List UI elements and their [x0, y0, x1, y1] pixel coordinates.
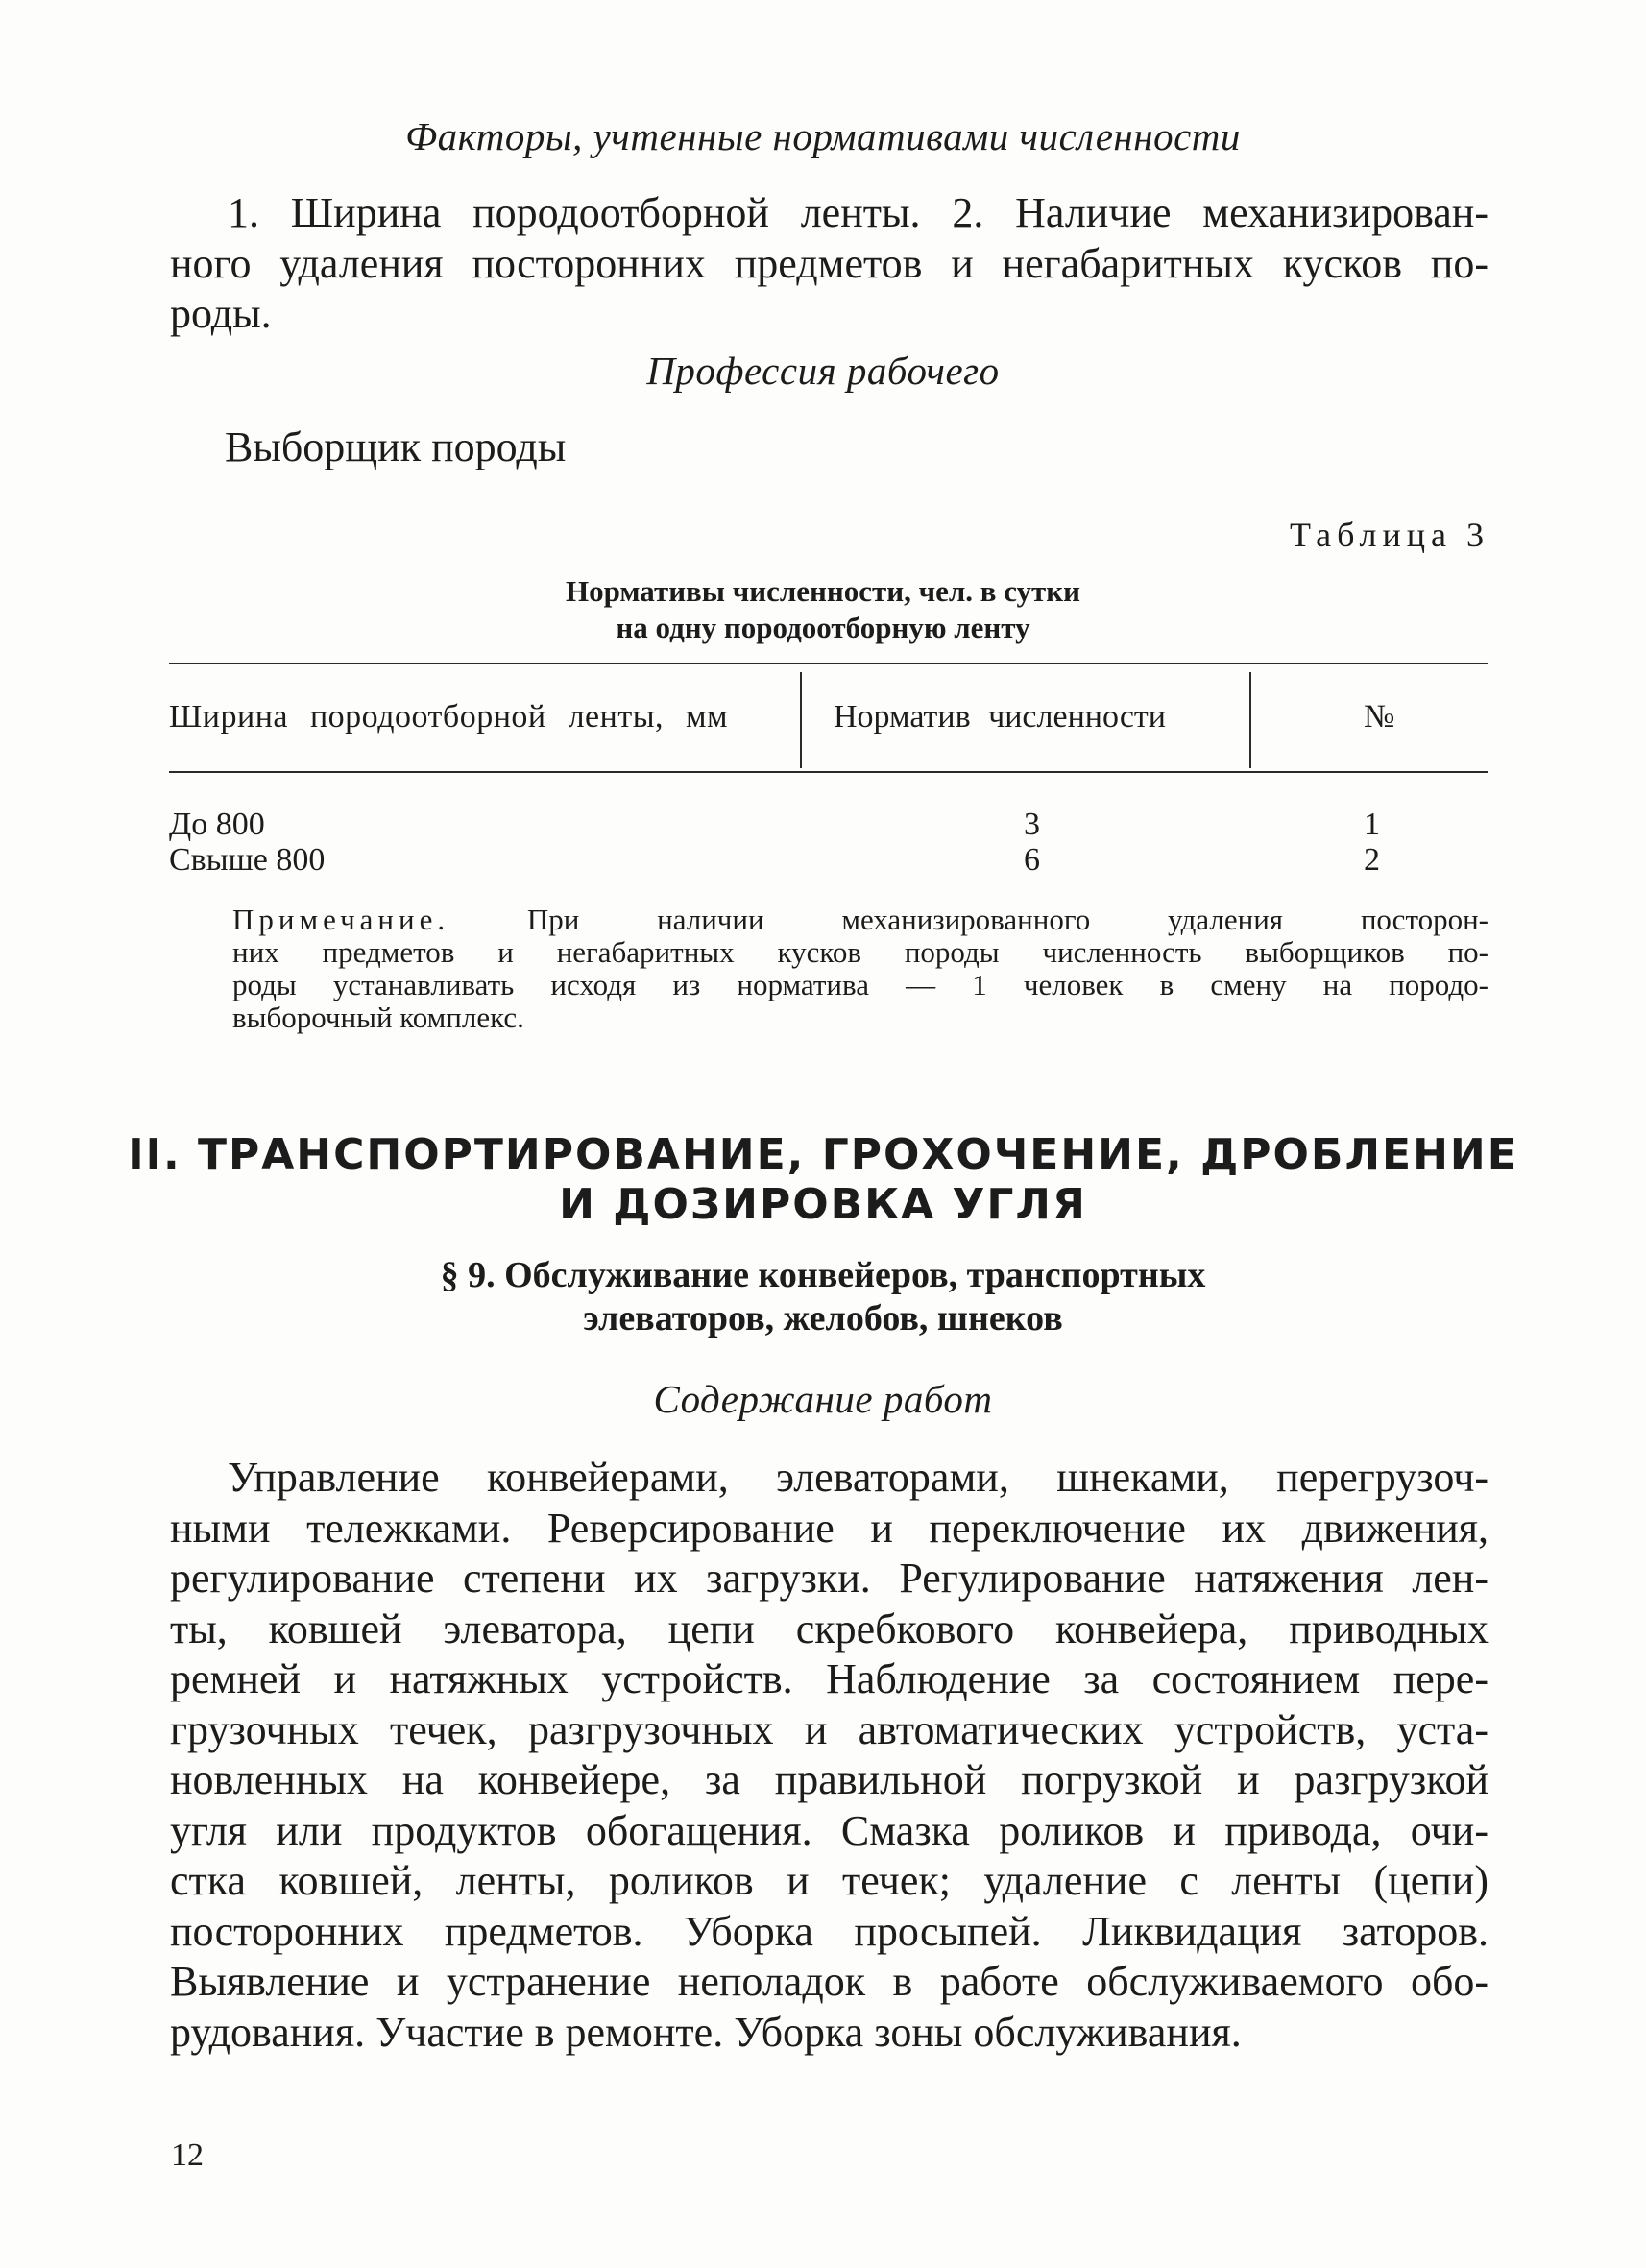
profession-heading: Профессия рабочего	[646, 349, 1000, 393]
table-title	[0, 573, 1646, 646]
content-line: Выявление и устранение неполадок в работе обслуживаемого обо-	[170, 1958, 1489, 2005]
table-col-divider	[800, 672, 802, 768]
content-line: ными тележками. Реверсирование и переключение их движения,	[170, 1504, 1489, 1552]
content-line: новленных на конвейере, за правильной погрузкой и разгрузкой	[170, 1756, 1489, 1803]
note-line: них предметов и негабаритных кусков породы численность выборщиков по-	[232, 935, 1489, 969]
section-line: элеваторов, желобов, шнеков	[583, 1298, 1063, 1339]
table-top-rule	[169, 663, 1488, 664]
section-heading	[0, 1254, 1646, 1340]
content-line: стка ковшей, ленты, роликов и течек; удаление с ленты (цепи)	[170, 1857, 1489, 1904]
table-note	[232, 904, 1489, 936]
factors-line: роды.	[170, 290, 272, 337]
section-line: § 9. Обслуживание конвейеров, транспортных	[440, 1255, 1206, 1295]
content-line: грузочных течек, разгрузочных и автоматических устройств, уста-	[170, 1705, 1489, 1753]
content-line: регулирование степени их загрузки. Регулирование натяжения лен-	[170, 1555, 1489, 1602]
note-line: При наличии механизированного удаления посторон-	[526, 903, 1489, 936]
profession-name: Выборщик породы	[225, 423, 567, 470]
chapter-line: II. ТРАНСПОРТИРОВАНИЕ, ГРОХОЧЕНИЕ, ДРОБЛЕНИЕ	[128, 1130, 1518, 1179]
table-col-divider	[1249, 672, 1251, 768]
note-label: Примечание.	[232, 903, 450, 936]
row-number: 2	[1364, 842, 1380, 878]
table-header-width: Ширина породоотборной ленты, мм	[169, 699, 729, 735]
factors-line: 1. Ширина породоотборной ленты. 2. Наличие механизирован-	[228, 189, 1489, 236]
content-line: угля или продуктов обогащения. Смазка роликов и привода, очи-	[170, 1806, 1489, 1854]
table-note-cont	[232, 936, 1489, 1034]
table-header-norm: Норматив численности	[834, 699, 1166, 735]
table-label: Таблица 3	[1290, 516, 1489, 554]
factors-paragraph	[170, 188, 1489, 340]
table-header-rule	[169, 771, 1488, 773]
content-heading: Содержание работ	[653, 1377, 993, 1421]
chapter-heading	[0, 1130, 1646, 1230]
table-title-line: на одну породоотборную ленту	[616, 611, 1030, 644]
content-line: Управление конвейерами, элеваторами, шнеками, перегрузоч-	[228, 1454, 1489, 1501]
note-line: роды устанавливать исходя из норматива — 1 человек в смену на породо-	[232, 968, 1489, 1001]
note-line: выборочный комплекс.	[232, 1001, 524, 1034]
table-header-number: №	[1364, 699, 1395, 735]
content-line: рудования. Участие в ремонте. Уборка зоны обслуживания.	[170, 2008, 1242, 2056]
table-title-line: Нормативы численности, чел. в сутки	[565, 574, 1081, 608]
chapter-line: И ДОЗИРОВКА УГЛЯ	[559, 1180, 1087, 1229]
factors-line: ного удаления посторонних предметов и негабаритных кусков по-	[170, 239, 1489, 287]
row-norm: 6	[1024, 842, 1040, 878]
content-line: ремней и натяжных устройств. Наблюдение за состоянием пере-	[170, 1655, 1489, 1702]
row-norm: 3	[1024, 807, 1040, 842]
content-line: посторонних предметов. Уборка просыпей. Ликвидация заторов.	[170, 1907, 1489, 1955]
row-width: Свыше 800	[169, 842, 326, 878]
factors-heading: Факторы, учтенные нормативами численности	[405, 114, 1241, 158]
page-number: 12	[171, 2137, 204, 2173]
row-width: До 800	[169, 807, 265, 842]
content-paragraph	[170, 1453, 1489, 2058]
row-number: 1	[1364, 807, 1380, 842]
content-line: ты, ковшей элеватора, цепи скребкового конвейера, приводных	[170, 1604, 1489, 1653]
